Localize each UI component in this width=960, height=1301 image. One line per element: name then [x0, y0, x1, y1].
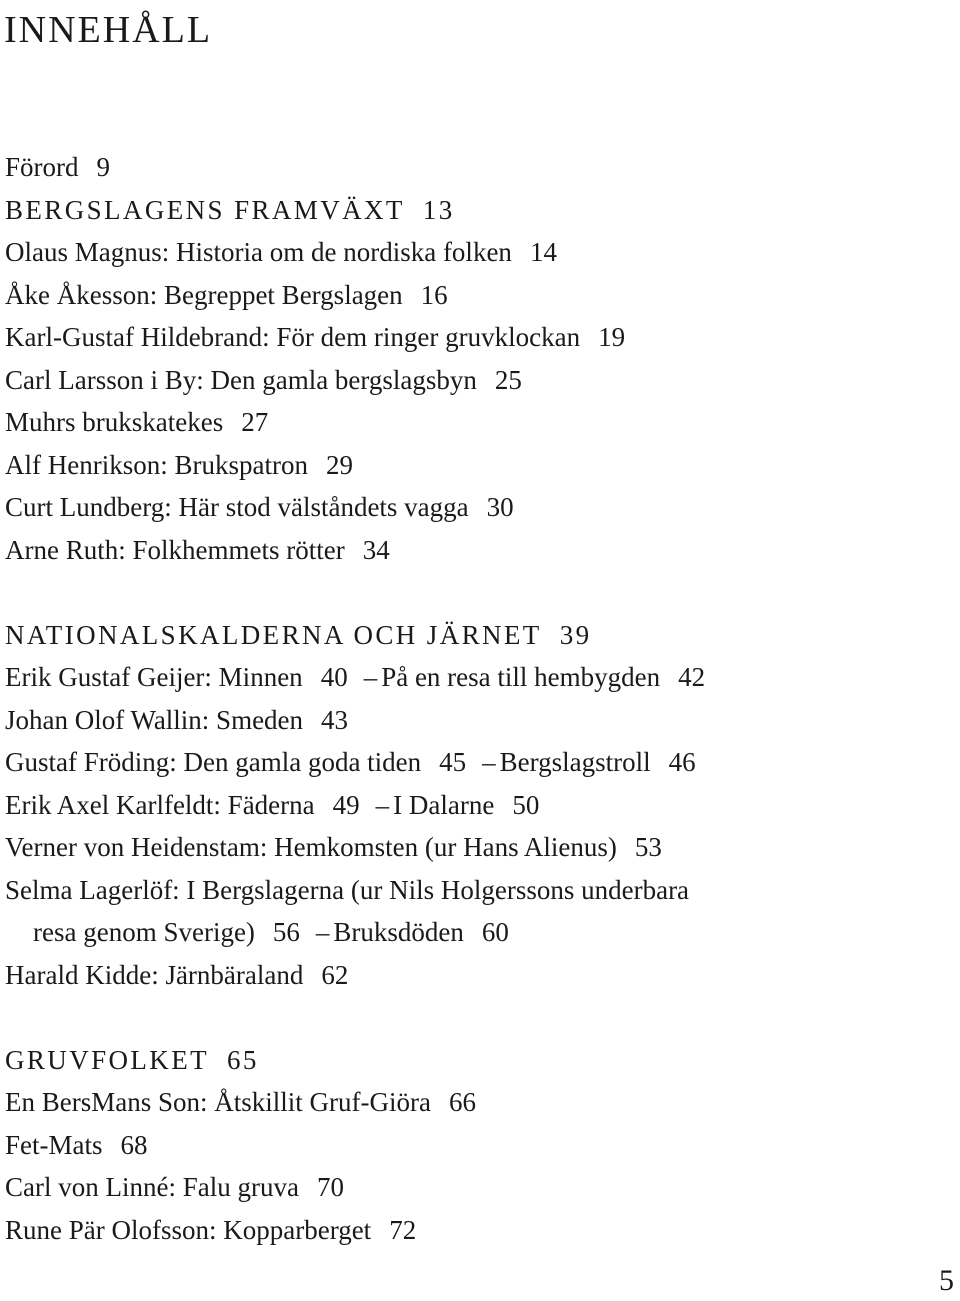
section-heading-page: 39 [559, 619, 592, 650]
entry-page: 43 [321, 704, 349, 735]
entry-title: Åke Åkesson: Begreppet Bergslagen [5, 279, 403, 310]
section-heading-title: NATIONALSKALDERNA OCH JÄRNET [5, 619, 542, 650]
entry-title: Carl Larsson i By: Den gamla bergslagsbyn [5, 364, 477, 395]
entry-title: Bruksdöden [333, 917, 464, 947]
entry-page: 25 [494, 364, 522, 395]
toc-entry [5, 954, 955, 997]
entry-page: 16 [420, 279, 448, 310]
entry-title-continuation: resa genom Sverige) [33, 917, 255, 947]
entry-title: Arne Ruth: Folkhemmets rötter [5, 534, 345, 565]
entry-page: 14 [529, 237, 557, 267]
entry-title: Curt Lundberg: Här stod välståndets vagga [5, 492, 469, 522]
toc-entry [5, 656, 955, 699]
entry-page: 66 [448, 1087, 476, 1117]
section-heading [5, 1039, 955, 1082]
entry-title: Karl-Gustaf Hildebrand: För dem ringer gruvklockan [5, 322, 581, 352]
entry-title: På en resa till hembygden [381, 662, 661, 692]
toc-entry [5, 869, 955, 912]
toc-entry [5, 1209, 955, 1252]
section-gap [5, 571, 955, 614]
toc-entry [5, 146, 955, 189]
toc-entry [5, 826, 955, 869]
toc-entry [5, 444, 955, 487]
entry-page: 19 [598, 322, 626, 352]
entry-separator: – [315, 917, 330, 947]
toc-entry [5, 359, 955, 402]
toc-entry [5, 274, 955, 317]
entry-title: Harald Kidde: Järnbäraland [5, 959, 304, 990]
entry-page: 9 [96, 152, 110, 182]
toc-entry [5, 1081, 955, 1124]
entry-page: 72 [389, 1214, 417, 1245]
entry-page: 46 [668, 747, 696, 777]
entry-page: 45 [439, 747, 467, 777]
entry-title: Selma Lagerlöf: I Bergslagerna (ur Nils Holgerssons underbara [5, 874, 690, 905]
toc-entry [5, 486, 955, 529]
entry-separator: – [363, 662, 378, 692]
entry-title: En BersMans Son: Åtskillit Gruf-Giöra [5, 1087, 431, 1117]
page-number: 5 [939, 1264, 954, 1297]
entry-title: Johan Olof Wallin: Smeden [5, 704, 304, 735]
entry-separator: – [482, 747, 496, 777]
toc-entry-continuation [5, 911, 955, 954]
toc-entry [5, 741, 955, 784]
toc-entry [5, 699, 955, 742]
page-title: INNEHÅLL [4, 9, 213, 51]
entry-title: Bergslagstroll [499, 747, 651, 777]
entry-title: Gustaf Fröding: Den gamla goda tiden [5, 747, 422, 777]
section-heading-page: 65 [227, 1044, 259, 1075]
entry-title: Alf Henrikson: Brukspatron [5, 449, 308, 480]
entry-title: Carl von Linné: Falu gruva [5, 1172, 299, 1202]
section-heading-title: BERGSLAGENS FRAMVÄXT [5, 194, 405, 225]
toc-entry [5, 401, 955, 444]
entry-page: 70 [316, 1172, 344, 1202]
section-heading-title: GRUVFOLKET [5, 1044, 209, 1075]
section-heading-page: 13 [422, 194, 455, 225]
entry-title: Verner von Heidenstam: Hemkomsten (ur Hans Alienus) [5, 832, 617, 862]
entry-page: 34 [362, 534, 390, 565]
entry-page: 68 [120, 1129, 148, 1160]
entry-page: 62 [321, 959, 349, 990]
entry-title: Förord [5, 152, 79, 182]
toc-entry [5, 1124, 955, 1167]
entry-page: 40 [320, 662, 348, 692]
entry-page: 53 [634, 832, 662, 862]
section-gap [5, 996, 955, 1039]
entry-page: 29 [325, 449, 353, 480]
entry-title: Muhrs brukskatekes [5, 407, 224, 437]
toc-entry [5, 316, 955, 359]
entry-title: Rune Pär Olofsson: Kopparberget [5, 1214, 372, 1245]
entry-title: Erik Gustaf Geijer: Minnen [5, 662, 303, 692]
entry-page: 27 [241, 407, 269, 437]
toc-entry [5, 784, 955, 827]
entry-title: Olaus Magnus: Historia om de nordiska folken [5, 237, 512, 267]
entry-page: 49 [332, 789, 360, 820]
entry-title: I Dalarne [393, 789, 495, 820]
table-of-contents [5, 146, 955, 1251]
entry-title: Erik Axel Karlfeldt: Fäderna [5, 789, 315, 820]
entry-page: 42 [678, 662, 706, 692]
toc-entry [5, 231, 955, 274]
entry-page: 60 [481, 917, 509, 947]
entry-page: 50 [512, 789, 540, 820]
entry-title: Fet-Mats [5, 1129, 103, 1160]
entry-page: 56 [272, 917, 300, 947]
entry-separator: – [375, 789, 390, 820]
toc-entry [5, 529, 955, 572]
toc-entry [5, 1166, 955, 1209]
entry-page: 30 [486, 492, 514, 522]
section-heading [5, 189, 955, 232]
section-heading [5, 614, 955, 657]
